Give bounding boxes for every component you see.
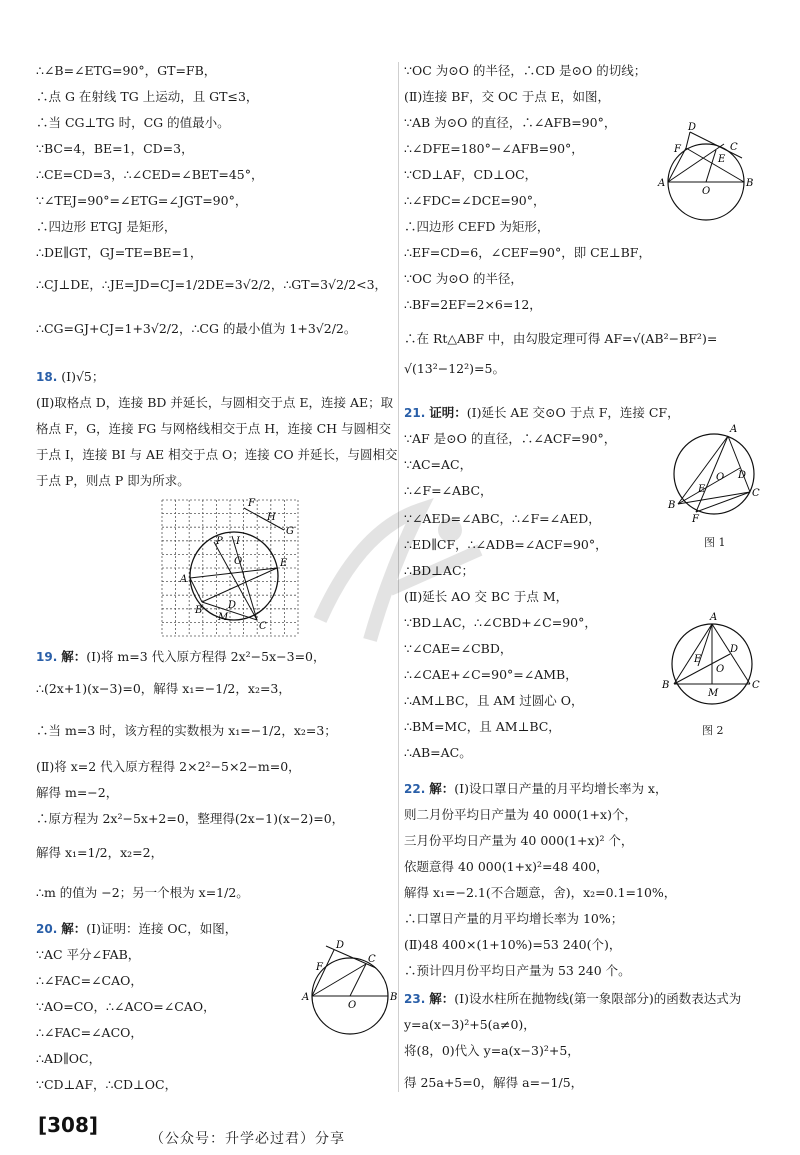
- page-number: [308]: [38, 1113, 99, 1137]
- text-line: ∴∠DFE=180°−∠AFB=90°，: [404, 141, 584, 156]
- svg-text:C: C: [730, 142, 738, 153]
- question-number: 18.: [36, 370, 58, 384]
- text-line: ∴CG=GJ+CJ=1+3√2/2，∴CG 的最小值为 1+3√2/2。: [36, 321, 357, 336]
- svg-text:A: A: [730, 424, 738, 435]
- svg-text:M: M: [708, 688, 719, 699]
- text-line: (Ⅱ)延长 AO 交 BC 于点 M，: [404, 589, 569, 604]
- svg-text:F: F: [248, 498, 255, 509]
- text-line: y=a(x−3)²+5(a≠0)，: [404, 1017, 536, 1032]
- svg-text:O: O: [716, 664, 725, 675]
- svg-text:C: C: [752, 488, 760, 499]
- text-line: ∴ED∥CF，∴∠ADB=∠ACF=90°，: [404, 537, 608, 552]
- svg-text:D: D: [688, 122, 697, 133]
- text-line: ∴∠FAC=∠ACO，: [36, 1025, 143, 1040]
- solution-label: 解：: [61, 921, 87, 936]
- text-line: 解得 x₁=1/2，x₂=2，: [36, 845, 164, 860]
- text-line: 将(8，0)代入 y=a(x−3)²+5，: [404, 1043, 580, 1058]
- text-line: ∴∠FDC=∠DCE=90°，: [404, 193, 546, 208]
- svg-text:D: D: [738, 470, 747, 481]
- question-22: [404, 780, 667, 798]
- svg-text:E: E: [718, 154, 726, 165]
- text-line: ∴AB=AC。: [404, 745, 472, 760]
- text-line: 三月份平均日产量为 40 000(1+x)² 个，: [404, 833, 634, 848]
- text-line: ∴BM=MC，且 AM⊥BC，: [404, 719, 561, 734]
- text-line: ∴(2x+1)(x−3)=0，解得 x₁=−1/2，x₂=3，: [36, 681, 291, 696]
- svg-text:B: B: [746, 178, 754, 189]
- text-line: ∵OC 为⊙O 的半径，: [404, 271, 523, 286]
- svg-text:H: H: [267, 512, 276, 523]
- svg-text:O: O: [348, 1000, 357, 1011]
- text-line: ∵BC=4，BE=1，CD=3，: [36, 141, 194, 156]
- answer-text: (Ⅰ)证明：连接 OC，如图，: [86, 921, 238, 936]
- text-line: ∴预计四月份平均日产量为 53 240 个。: [404, 963, 631, 978]
- question-number: 21.: [404, 406, 426, 420]
- svg-text:F: F: [674, 144, 681, 155]
- text-line: ∴BF=2EF=2×6=12，: [404, 297, 542, 312]
- text-line: ∴∠B=∠ETG=90°，GT=FB，: [36, 63, 217, 78]
- text-line: √(13²−12²)=5。: [404, 361, 505, 376]
- svg-text:C: C: [752, 680, 760, 691]
- text-line: 于点 P，则点 P 即为所求。: [36, 473, 190, 488]
- text-line: ∴BD⊥AC；: [404, 563, 475, 578]
- answer-text: (Ⅰ)设口罩日产量的月平均增长率为 x，: [454, 781, 668, 796]
- text-line: ∴∠FAC=∠CAO，: [36, 973, 143, 988]
- text-line: ∴原方程为 2x²−5x+2=0，整理得(2x−1)(x−2)=0，: [36, 811, 345, 826]
- svg-text:E: E: [698, 484, 706, 495]
- circle-rectangle-figure: [658, 122, 756, 228]
- text-line: 解得 m=−2，: [36, 785, 119, 800]
- text-line: (Ⅱ)取格点 D，连接 BD 并延长，与圆相交于点 E，连接 AE；取: [36, 395, 394, 410]
- text-line: ∴四边形 ETGJ 是矩形，: [36, 219, 177, 234]
- question-20: [36, 920, 237, 938]
- text-line: ∴EF=CD=6，∠CEF=90°，即 CE⊥BF，: [404, 245, 651, 260]
- solution-label: 解：: [429, 991, 455, 1006]
- text-line: ∵∠CAE=∠CBD，: [404, 641, 513, 656]
- text-line: ∵AC=AC，: [404, 457, 473, 472]
- text-line: ∴m 的值为 −2；另一个根为 x=1/2。: [36, 885, 249, 900]
- text-line: ∴在 Rt△ABF 中，由勾股定理可得 AF=√(AB²−BF²)=: [404, 331, 718, 346]
- grid-circle-figure: [162, 500, 298, 644]
- text-line: (Ⅱ)将 x=2 代入原方程得 2×2²−5×2−m=0，: [36, 759, 301, 774]
- text-line: ∴点 G 在射线 TG 上运动，且 GT≤3，: [36, 89, 259, 104]
- question-number: 23.: [404, 992, 426, 1006]
- text-line: ∴DE∥GT，GJ=TE=BE=1，: [36, 245, 203, 260]
- svg-text:I: I: [236, 536, 240, 547]
- answer-text: (Ⅰ)设水柱所在抛物线(第一象限部分)的函数表达式为: [454, 991, 742, 1006]
- question-number: 19.: [36, 650, 58, 664]
- text-line: (Ⅱ)48 400×(1+10%)=53 240(个)，: [404, 937, 622, 952]
- text-line: ∴当 m=3 时，该方程的实数根为 x₁=−1/2，x₂=3；: [36, 723, 337, 738]
- question-number: 22.: [404, 782, 426, 796]
- svg-text:A: A: [658, 178, 666, 189]
- question-18: [36, 368, 104, 386]
- text-line: ∴四边形 CEFD 为矩形，: [404, 219, 550, 234]
- svg-text:B: B: [390, 992, 398, 1003]
- text-line: 则二月份平均日产量为 40 000(1+x)个，: [404, 807, 637, 822]
- svg-text:O: O: [702, 186, 711, 197]
- svg-text:O: O: [234, 556, 243, 567]
- page-number-value: 308: [47, 1113, 89, 1137]
- svg-text:A: A: [302, 992, 310, 1003]
- answer-text: (Ⅰ)延长 AE 交⊙O 于点 F，连接 CF，: [466, 405, 680, 420]
- svg-text:D: D: [228, 600, 237, 611]
- text-line: ∴当 CG⊥TG 时，CG 的值最小。: [36, 115, 230, 130]
- figure-2: [662, 612, 760, 716]
- solution-label: 证明：: [429, 405, 467, 420]
- text-line: ∴∠F=∠ABC，: [404, 483, 493, 498]
- text-line: ∴AD∥OC，: [36, 1051, 102, 1066]
- question-21: [404, 404, 680, 422]
- text-line: 格点 F，G，连接 FG 与网格线相交于点 H，连接 CH 与圆相交: [36, 421, 392, 436]
- footer-share-note: （公众号：升学必过君）分享: [150, 1131, 345, 1147]
- text-line: ∵CD⊥AF，CD⊥OC，: [404, 167, 538, 182]
- text-line: ∵OC 为⊙O 的半径，∴CD 是⊙O 的切线；: [404, 63, 647, 78]
- svg-text:O: O: [716, 472, 725, 483]
- svg-text:C: C: [259, 621, 267, 632]
- svg-text:A: A: [180, 574, 188, 585]
- text-line: ∵CD⊥AF，∴CD⊥OC，: [36, 1077, 178, 1092]
- svg-text:F: F: [692, 514, 699, 525]
- svg-text:M: M: [218, 612, 229, 623]
- text-line: ∵AF 是⊙O 的直径，∴∠ACF=90°，: [404, 431, 617, 446]
- figure-1: [668, 422, 758, 526]
- answer-text: (Ⅰ)√5；: [61, 369, 105, 384]
- svg-text:B: B: [668, 500, 676, 511]
- text-line: 依题意得 40 000(1+x)²=48 400，: [404, 859, 609, 874]
- svg-text:G: G: [286, 526, 294, 537]
- text-line: ∵∠AED=∠ABC，∴∠F=∠AED，: [404, 511, 601, 526]
- text-line: ∵∠TEJ=90°=∠ETG=∠JGT=90°，: [36, 193, 248, 208]
- solution-label: 解：: [429, 781, 455, 796]
- svg-text:D: D: [336, 940, 345, 951]
- text-line: (Ⅱ)连接 BF，交 OC 于点 E，如图，: [404, 89, 610, 104]
- text-line: ∴CE=CD=3，∴∠CED=∠BET=45°，: [36, 167, 264, 182]
- text-line: ∴CJ⊥DE，∴JE=JD=CJ=1/2DE=3√2/2，∴GT=3√2/2<3，: [36, 277, 388, 292]
- question-23: [404, 990, 741, 1008]
- text-line: ∵BD⊥AC，∴∠CBD+∠C=90°，: [404, 615, 597, 630]
- svg-text:E: E: [280, 558, 288, 569]
- figure-1-caption: 图 1: [704, 536, 726, 549]
- text-line: ∴∠CAE+∠C=90°=∠AMB，: [404, 667, 578, 682]
- question-19: [36, 648, 326, 666]
- svg-text:B: B: [195, 605, 203, 616]
- text-line: ∵AC 平分∠FAB，: [36, 947, 141, 962]
- svg-text:B: B: [662, 680, 670, 691]
- question-number: 20.: [36, 922, 58, 936]
- svg-text:P: P: [216, 536, 223, 547]
- svg-text:C: C: [368, 954, 376, 965]
- svg-text:F: F: [316, 962, 323, 973]
- text-line: ∵AB 为⊙O 的直径，∴∠AFB=90°，: [404, 115, 617, 130]
- text-line: 于点 I，连接 BI 与 AE 相交于点 O；连接 CO 并延长，与圆相交: [36, 447, 398, 462]
- text-line: 得 25a+5=0，解得 a=−1/5，: [404, 1075, 584, 1090]
- solution-label: 解：: [61, 649, 87, 664]
- figure-2-caption: 图 2: [702, 724, 724, 737]
- text-line: 解得 x₁=−2.1(不合题意，舍)，x₂=0.1=10%，: [404, 885, 677, 900]
- svg-text:A: A: [710, 612, 718, 623]
- text-line: ∵AO=CO，∴∠ACO=∠CAO，: [36, 999, 216, 1014]
- text-line: ∴口罩日产量的月平均增长率为 10%；: [404, 911, 624, 926]
- svg-text:D: D: [730, 644, 739, 655]
- answer-text: (Ⅰ)将 m=3 代入原方程得 2x²−5x−3=0，: [86, 649, 326, 664]
- svg-text:E: E: [694, 654, 702, 665]
- circle-tangent-figure: [302, 940, 398, 1040]
- text-line: ∴AM⊥BC，且 AM 过圆心 O，: [404, 693, 584, 708]
